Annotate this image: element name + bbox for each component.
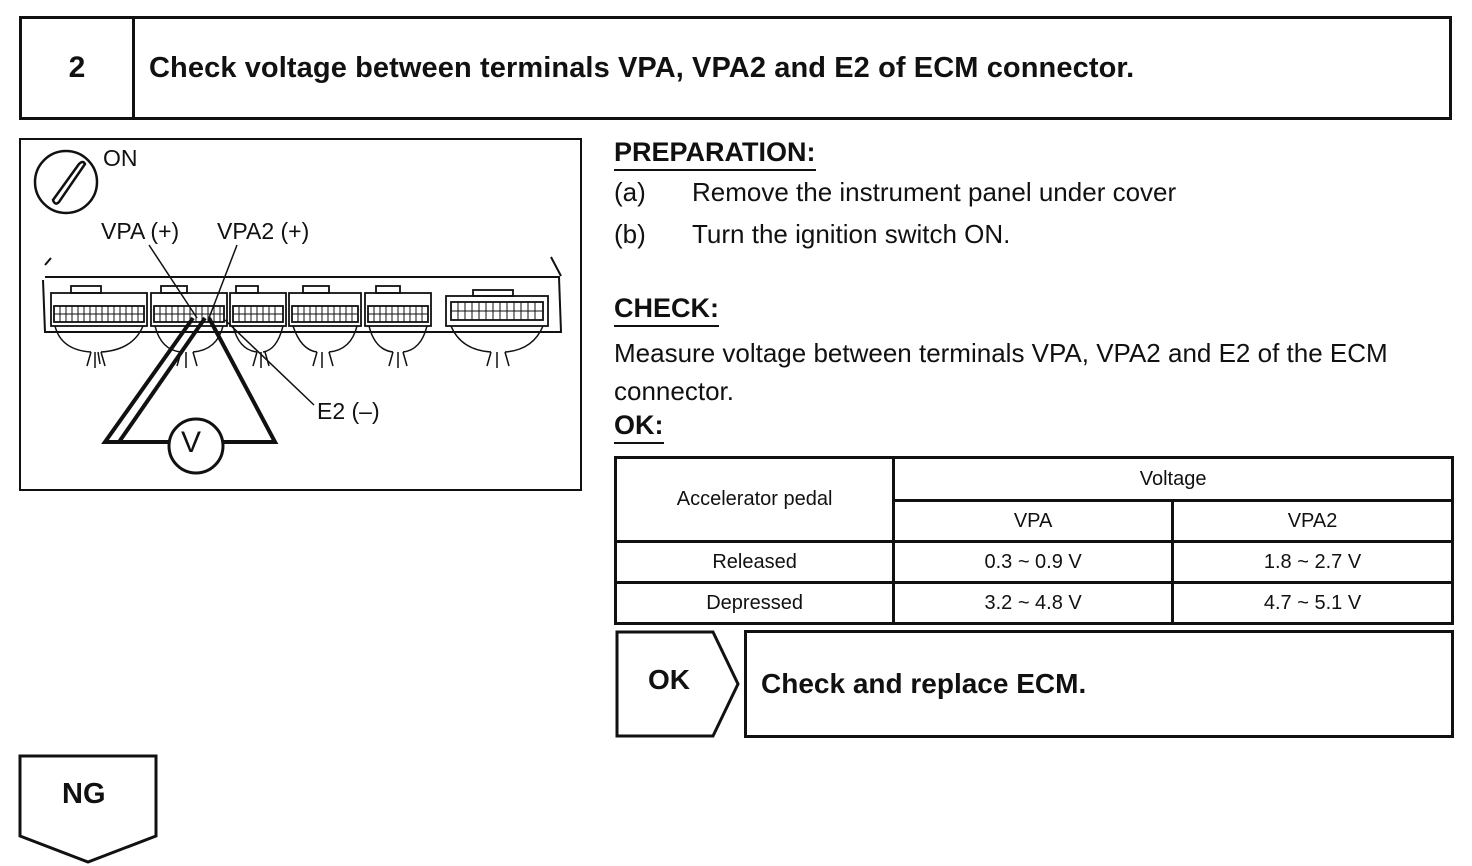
ok-result-label: OK: [648, 664, 690, 695]
preparation-item-text: Remove the instrument panel under cover: [692, 177, 1177, 207]
vpa2-terminal-label: VPA2 (+): [217, 218, 310, 244]
table-row: [616, 583, 1453, 624]
step-header: [19, 16, 1452, 120]
step-number: 2: [22, 19, 135, 117]
vpa-terminal-label: VPA (+): [101, 218, 180, 244]
ng-result-label: NG: [62, 778, 106, 810]
table-header-vpa2: VPA2: [1173, 501, 1453, 542]
preparation-item-label: (b): [614, 219, 646, 249]
step-title: Check voltage between terminals VPA, VPA2 and E2 of ECM connector.: [149, 51, 1135, 84]
ignition-key-icon: [35, 151, 97, 213]
check-instruction: Measure voltage between terminals VPA, VPA2 and E2 of the ECM connector.: [614, 338, 1388, 406]
table-cell-vpa2: 4.7 ~ 5.1 V: [1173, 583, 1453, 624]
ecm-connector-diagram: [19, 138, 582, 491]
preparation-item-label: (a): [614, 177, 646, 207]
table-header-row: [616, 458, 1453, 501]
table-header-vpa: VPA: [894, 501, 1173, 542]
preparation-heading: PREPARATION:: [614, 138, 816, 171]
table-cell-condition: Released: [616, 542, 894, 583]
table-header-accelerator-pedal: Accelerator pedal: [616, 458, 894, 542]
table-cell-condition: Depressed: [616, 583, 894, 624]
preparation-item: [614, 219, 1010, 250]
e2-terminal-label: E2 (–): [317, 398, 380, 424]
table-cell-vpa: 3.2 ~ 4.8 V: [894, 583, 1173, 624]
connector-pins: [54, 302, 543, 322]
voltmeter-symbol: V: [181, 426, 202, 459]
preparation-item: [614, 177, 1176, 208]
ecm-connector-illustration: [21, 140, 584, 493]
table-header-voltage: Voltage: [894, 458, 1453, 501]
check-heading: CHECK:: [614, 294, 719, 327]
ok-result-action: Check and replace ECM.: [744, 630, 1454, 738]
table-cell-vpa2: 1.8 ~ 2.7 V: [1173, 542, 1453, 583]
ignition-on-label: ON: [103, 145, 138, 171]
table-cell-vpa: 0.3 ~ 0.9 V: [894, 542, 1173, 583]
ok-heading: OK:: [614, 411, 664, 444]
table-row: [616, 542, 1453, 583]
preparation-item-text: Turn the ignition switch ON.: [692, 219, 1011, 249]
voltage-spec-table: [614, 456, 1454, 625]
